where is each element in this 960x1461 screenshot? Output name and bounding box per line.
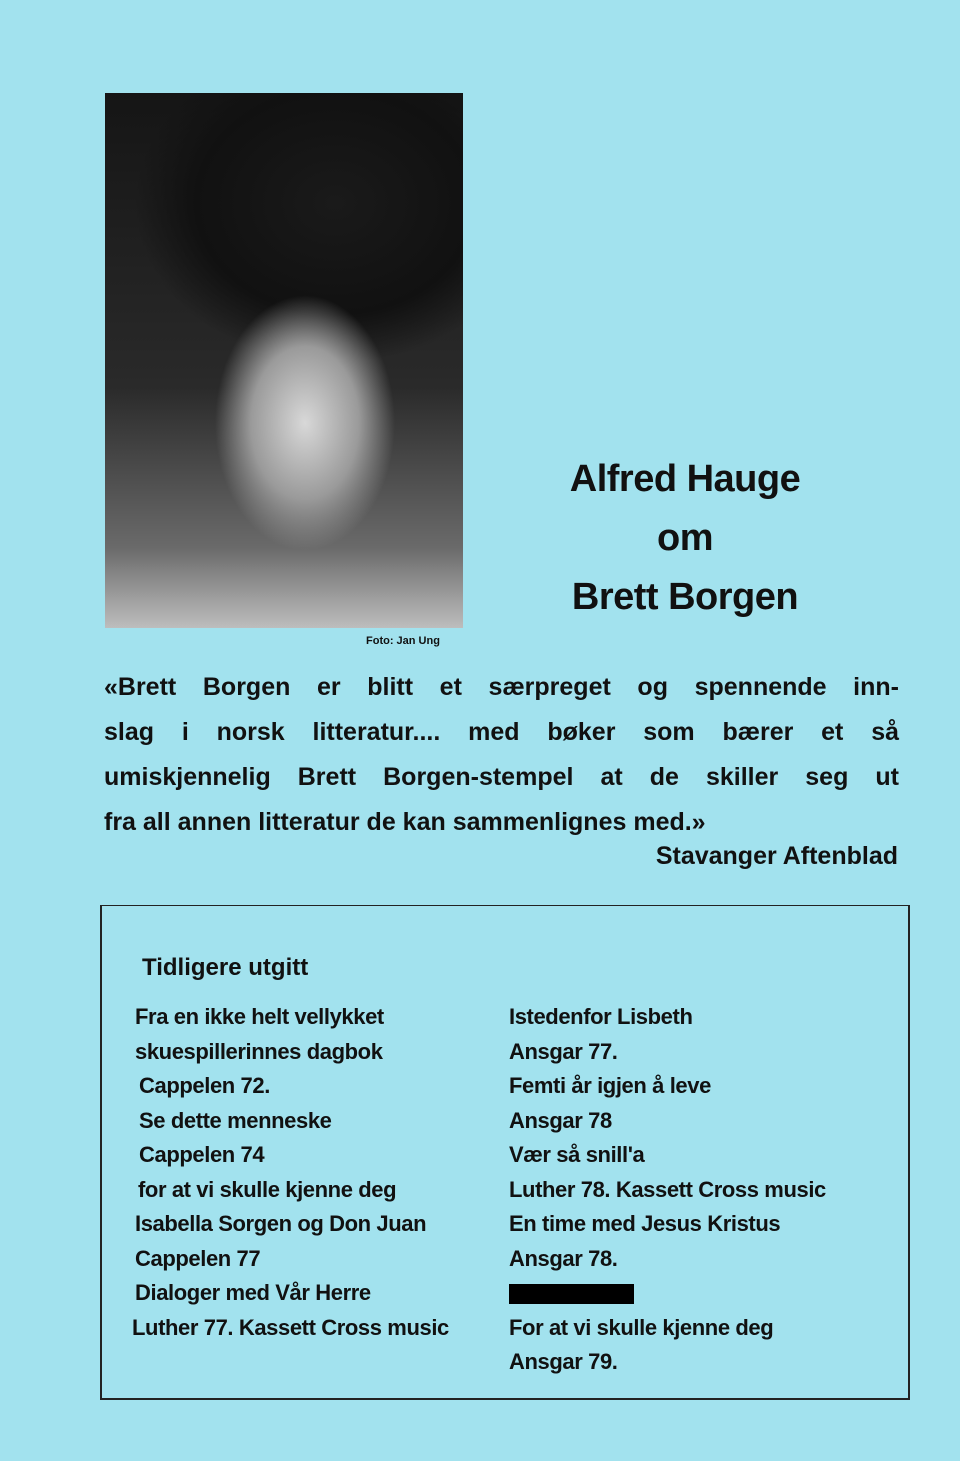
heading-line: Brett Borgen [571, 576, 799, 618]
list-item: Ansgar 77. [509, 1038, 618, 1064]
heading-line: Alfred Hauge [569, 458, 801, 500]
previous-works-box [100, 905, 910, 1400]
quote-source: Stavanger Aftenblad [655, 842, 898, 870]
list-item: Cappelen 74 [139, 1142, 265, 1167]
list-item: skuespillerinnes dagbok [135, 1038, 383, 1064]
list-item: En time med Jesus Kristus [509, 1211, 781, 1236]
list-item: Cappelen 72. [139, 1073, 270, 1098]
list-item: Luther 78. Kassett Cross music [509, 1176, 826, 1202]
list-item: Ansgar 79. [509, 1349, 618, 1374]
list-item: Ansgar 78 [509, 1107, 612, 1133]
previous-works-left-column [132, 1000, 449, 1345]
list-item: Luther 77. Kassett Cross music [132, 1314, 449, 1340]
list-item: Cappelen 77 [135, 1245, 261, 1271]
quote-line: umiskjennelig Brett Borgen-stempel at de skiller seg ut [104, 763, 899, 791]
list-item: Ansgar 78. [509, 1245, 618, 1271]
photo-credit: Foto: Jan Ung [366, 635, 440, 647]
redacted-item [509, 1276, 826, 1311]
heading [520, 450, 850, 627]
list-item: Fra en ikke helt vellykket [135, 1004, 384, 1029]
list-item: Femti år igjen å leve [509, 1073, 711, 1098]
quote-line: fra all annen litteratur de kan sammenlignes med.» [104, 808, 706, 836]
list-item: for at vi skulle kjenne deg [138, 1176, 397, 1202]
list-item: Isabella Sorgen og Don Juan [135, 1211, 427, 1236]
quote-line: slag i norsk litteratur.... med bøker som bærer et så [104, 718, 899, 746]
quote-line: «Brett Borgen er blitt et særpreget og spennende inn- [104, 673, 899, 701]
heading-line: om [657, 517, 713, 559]
redaction-bar [509, 1284, 634, 1304]
previous-works-right-column [509, 1000, 826, 1380]
list-item: Vær så snill'a [509, 1142, 645, 1167]
list-item: For at vi skulle kjenne deg [509, 1314, 774, 1340]
list-item: Dialoger med Vår Herre [135, 1280, 371, 1305]
list-item: Istedenfor Lisbeth [509, 1004, 693, 1029]
author-photo [105, 93, 463, 628]
previous-works-title: Tidligere utgitt [142, 954, 309, 981]
list-item: Se dette menneske [139, 1107, 332, 1133]
review-quote [104, 665, 899, 845]
